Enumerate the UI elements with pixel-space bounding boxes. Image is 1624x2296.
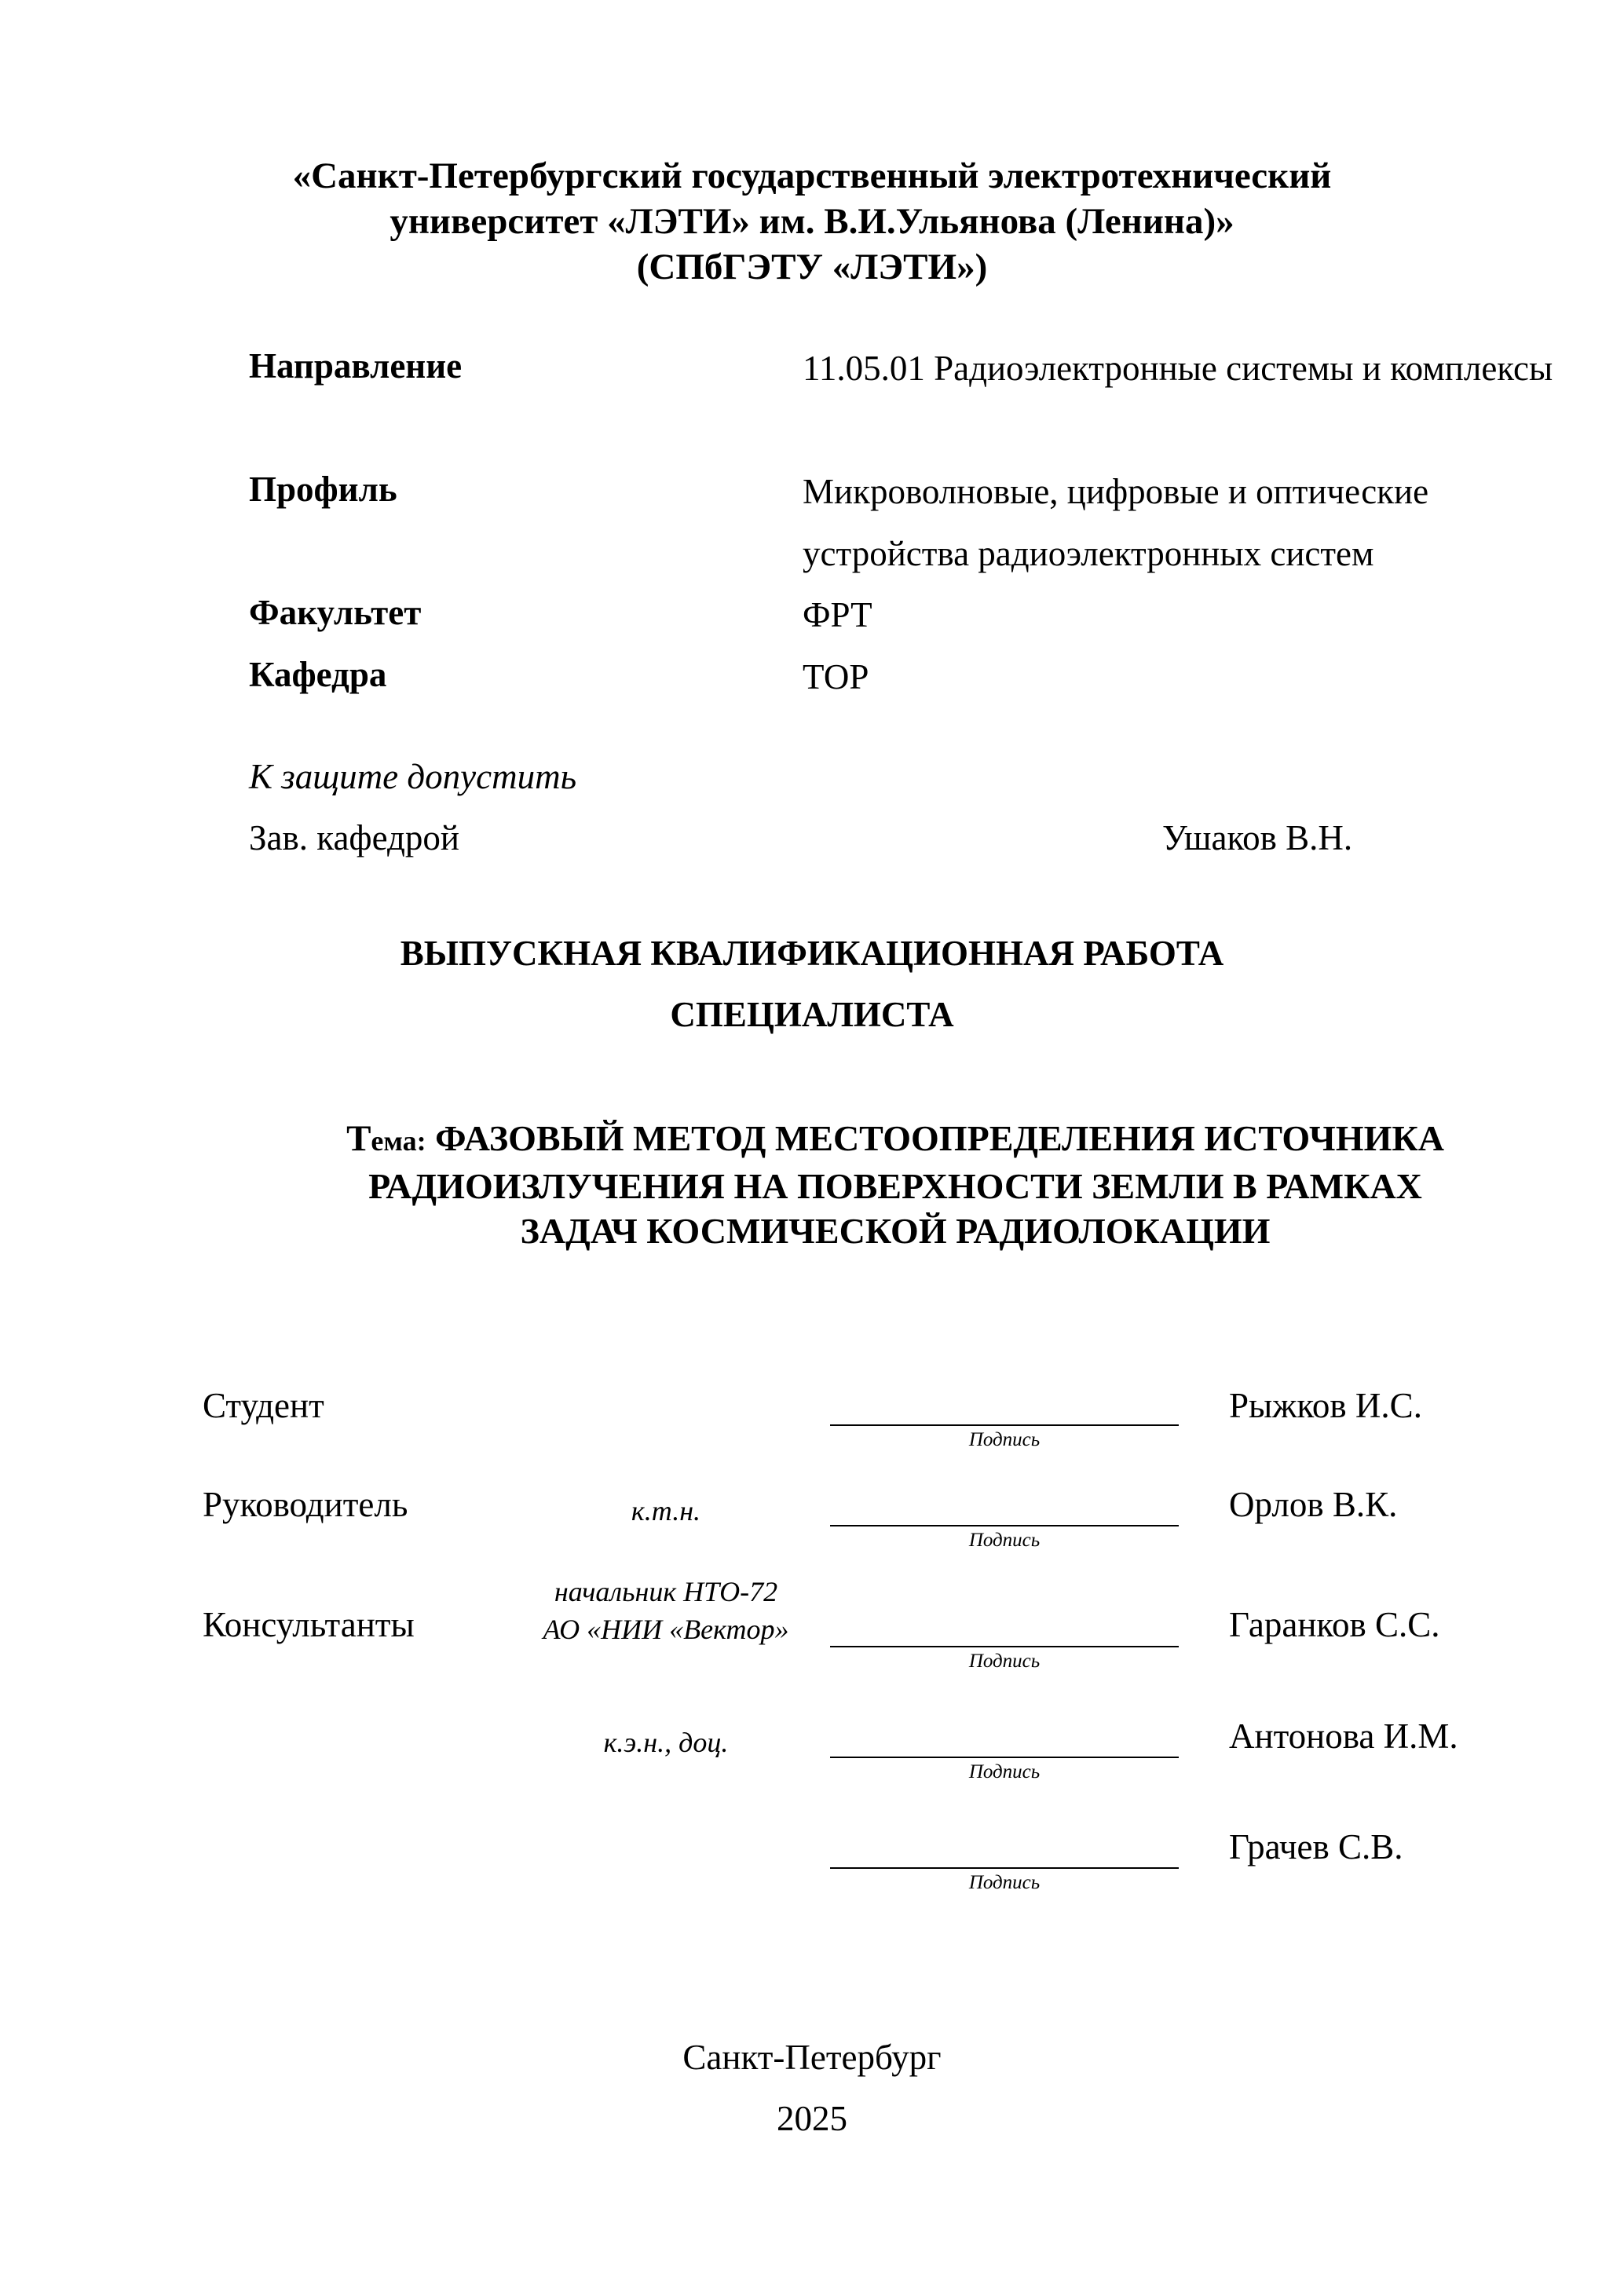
head-of-department-label: Зав. кафедрой bbox=[249, 818, 459, 857]
student-role: Студент bbox=[203, 1386, 324, 1425]
profile-label: Профиль bbox=[249, 470, 397, 509]
supervisor-signature-caption: Подпись bbox=[968, 1530, 1041, 1551]
supervisor-degree: к.т.н. bbox=[631, 1495, 701, 1526]
supervisor-name: Орлов В.К. bbox=[1229, 1485, 1398, 1524]
consultant-3-signature-line bbox=[830, 1867, 1179, 1869]
topic-prefix: Тема: bbox=[346, 1118, 426, 1159]
direction-label: Направление bbox=[249, 346, 463, 386]
topic-block bbox=[251, 1116, 1539, 1253]
consultant-2-name: Антонова И.М. bbox=[1229, 1717, 1458, 1756]
consultant-1-degree-line-1: начальник НТО-72 bbox=[554, 1576, 778, 1607]
university-line-1: «Санкт-Петербургский государственный электротехнический bbox=[292, 155, 1332, 196]
work-title bbox=[0, 923, 1624, 1045]
consultant-1-signature-caption: Подпись bbox=[968, 1651, 1041, 1672]
admission-text: К защите допустить bbox=[249, 757, 577, 796]
university-header bbox=[0, 153, 1624, 290]
profile-value: Микроволновые, цифровые и оптические устройства радиоэлектронных систем bbox=[803, 472, 1429, 573]
student-signature-caption: Подпись bbox=[968, 1429, 1041, 1450]
student-signature-line bbox=[830, 1424, 1179, 1426]
consultant-1-name: Гаранков С.С. bbox=[1229, 1605, 1440, 1644]
university-line-3: (СПбГЭТУ «ЛЭТИ») bbox=[636, 247, 988, 287]
topic-line-3: ЗАДАЧ КОСМИЧЕСКОЙ РАДИОЛОКАЦИИ bbox=[520, 1211, 1271, 1251]
consultant-1-signature-line bbox=[830, 1646, 1179, 1647]
consultant-1-degree-line-2: АО «НИИ «Вектор» bbox=[543, 1614, 789, 1645]
department-value: ТОР bbox=[803, 657, 869, 696]
consultants-role: Консультанты bbox=[203, 1605, 415, 1644]
department-label: Кафедра bbox=[249, 655, 387, 694]
direction-value: 11.05.01 Радиоэлектронные системы и комплексы bbox=[803, 349, 1553, 388]
head-of-department-name: Ушаков В.Н. bbox=[1162, 818, 1353, 857]
student-name: Рыжков И.С. bbox=[1229, 1386, 1422, 1425]
topic-text-line-1: ФАЗОВЫЙ МЕТОД МЕСТООПРЕДЕЛЕНИЯ ИСТОЧНИКА bbox=[435, 1118, 1444, 1158]
topic-line-2: РАДИОИЗЛУЧЕНИЯ НА ПОВЕРХНОСТИ ЗЕМЛИ В РАМКАХ bbox=[368, 1166, 1422, 1206]
topic-line-1 bbox=[251, 1116, 1539, 1164]
university-line-2: университет «ЛЭТИ» им. В.И.Ульянова (Ленина)» bbox=[390, 201, 1234, 242]
supervisor-signature-line bbox=[830, 1525, 1179, 1526]
consultant-3-name: Грачев С.В. bbox=[1229, 1827, 1403, 1866]
work-title-line-2: СПЕЦИАЛИСТА bbox=[670, 995, 954, 1034]
consultant-1-degree bbox=[485, 1573, 847, 1648]
work-title-line-1: ВЫПУСКНАЯ КВАЛИФИКАЦИОННАЯ РАБОТА bbox=[400, 934, 1224, 973]
consultant-2-signature-line bbox=[830, 1757, 1179, 1758]
consultant-2-signature-caption: Подпись bbox=[968, 1761, 1041, 1782]
consultant-2-degree: к.э.н., доц. bbox=[603, 1727, 729, 1758]
city: Санкт-Петербург bbox=[682, 2038, 942, 2077]
year: 2025 bbox=[777, 2099, 847, 2138]
consultant-3-signature-caption: Подпись bbox=[968, 1872, 1041, 1893]
faculty-value: ФРТ bbox=[803, 595, 872, 634]
faculty-label: Факультет bbox=[249, 593, 422, 632]
supervisor-role: Руководитель bbox=[203, 1485, 408, 1524]
